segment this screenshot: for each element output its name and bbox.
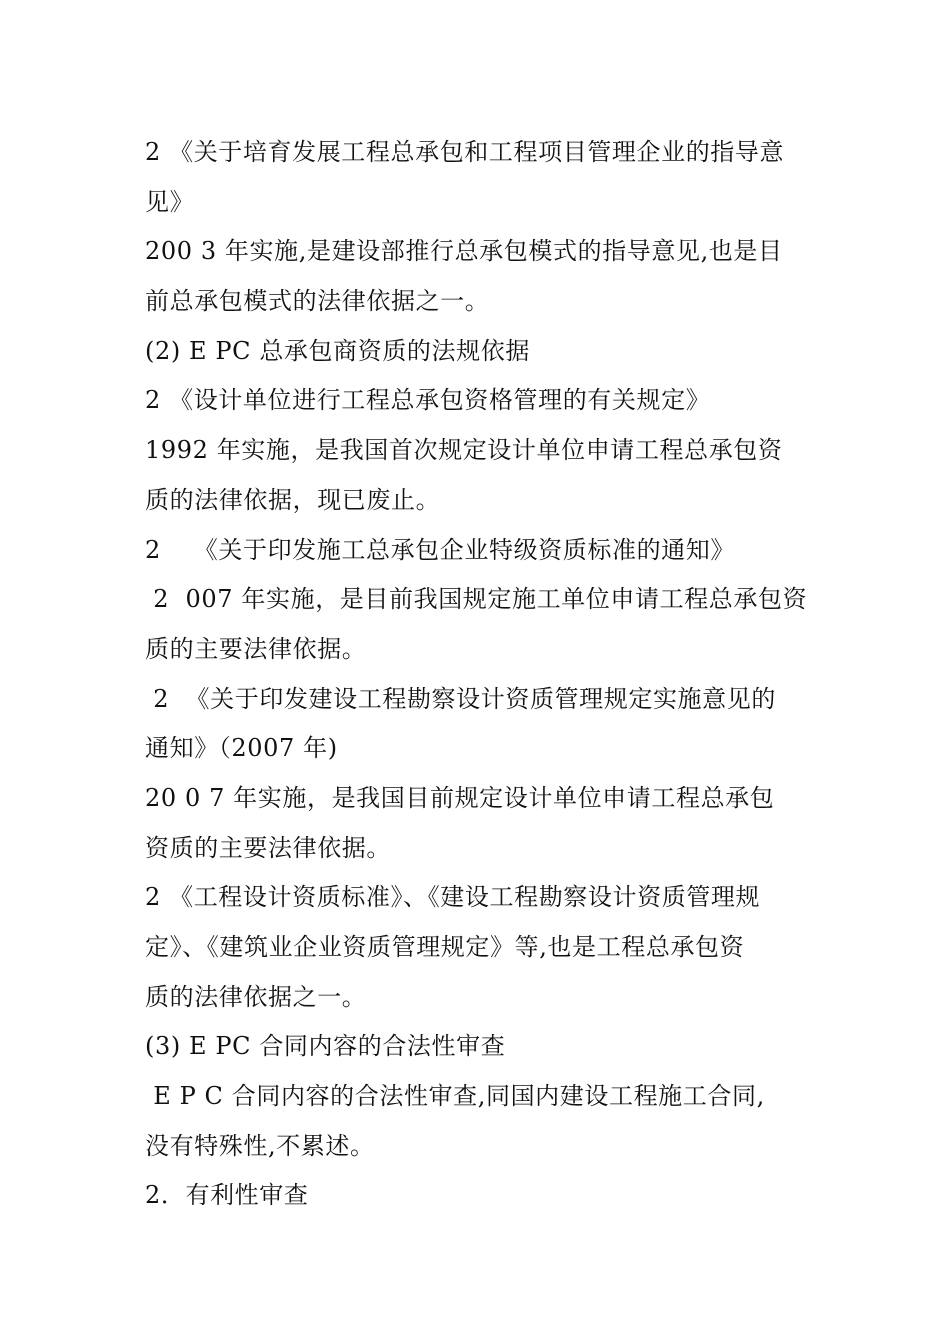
text-line: 质的法律依据之一。 <box>145 982 367 1011</box>
text-line: 20 0 7 年实施，是我国目前规定设计单位申请工程总承包 <box>145 783 775 812</box>
text-line: 质的法律依据，现已废止。 <box>145 485 441 514</box>
text-line: 资质的主要法律依据。 <box>145 833 391 862</box>
text-line: 2 007 年实施，是目前我国规定施工单位申请工程总承包资 <box>145 585 808 614</box>
text-line: 200 3 年实施,是建设部推行总承包模式的指导意见,也是目 <box>145 237 783 266</box>
text-line: 2 《关于培育发展工程总承包和工程项目管理企业的指导意 <box>145 138 785 166</box>
text-line: 2 《关于印发建设工程勘察设计资质管理规定实施意见的 <box>145 684 776 713</box>
text-line: 见》 <box>145 187 195 216</box>
text-line: 前总承包模式的法律依据之一。 <box>145 287 490 316</box>
text-line: 2 《工程设计资质标准》、《建设工程勘察设计资质管理规 <box>145 883 761 912</box>
text-line: 1992 年实施，是我国首次规定设计单位申请工程总承包资 <box>145 436 783 465</box>
text-line: E P C 合同内容的合法性审查,同国内建设工程施工合同, <box>145 1082 765 1111</box>
text-line: 定》、《建筑业企业资质管理规定》等,也是工程总承包资 <box>145 933 745 961</box>
text-line: 通知》（2007 年) <box>145 734 338 763</box>
text-line: 2 《设计单位进行工程总承包资格管理的有关规定》 <box>145 386 711 415</box>
section-heading: (3) E PC 合同内容的合法性审查 <box>145 1032 506 1061</box>
text-line: 没有特殊性,不累述。 <box>145 1131 375 1160</box>
section-heading: (2) E PC 总承包商资质的法规依据 <box>145 336 530 365</box>
section-heading: 2．有利性审查 <box>145 1181 309 1210</box>
text-line: 2 《关于印发施工总承包企业特级资质标准的通知》 <box>145 535 735 564</box>
text-line: 质的主要法律依据。 <box>145 634 367 663</box>
document-body <box>145 128 810 1221</box>
